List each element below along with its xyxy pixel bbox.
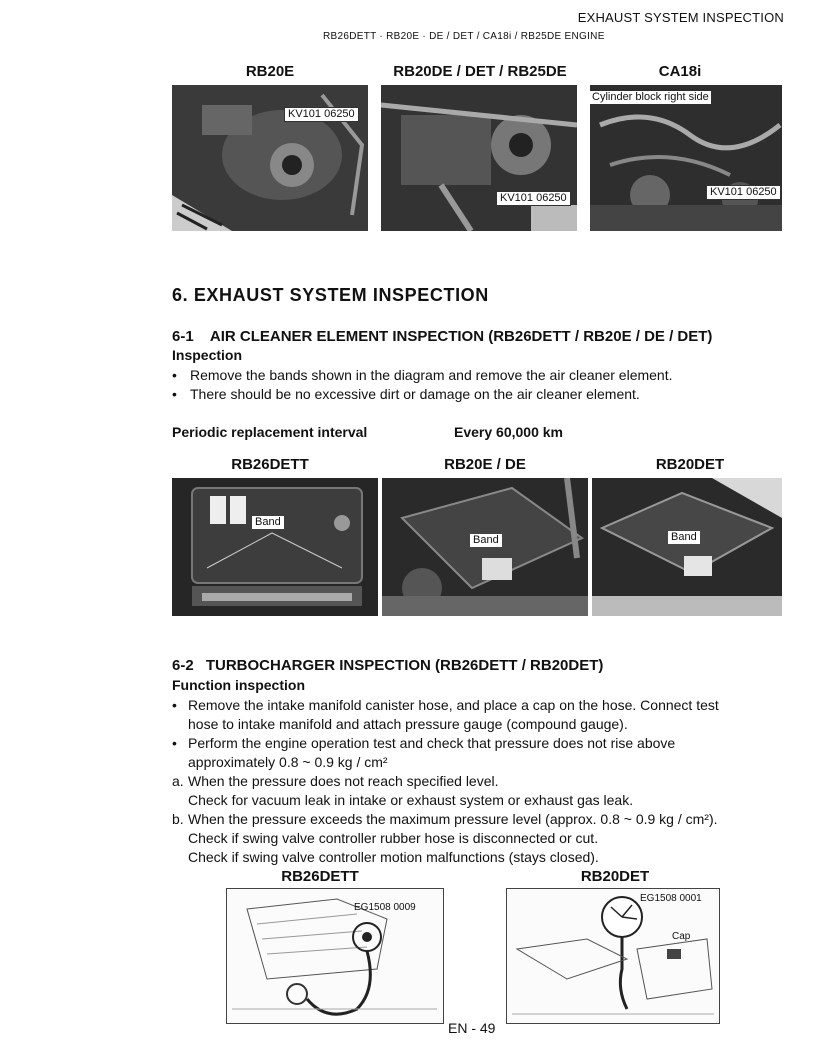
photo-air-cleaner-rb20det — [592, 478, 782, 616]
photo-air-cleaner-rb20e-de — [382, 478, 588, 616]
photo-caption-rb26dett: RB26DETT — [231, 456, 309, 473]
page-number: EN - 49 — [448, 1020, 496, 1036]
bullet-text-continued: hose to intake manifold and attach pressure gauge (compound gauge). — [188, 716, 628, 732]
bullet-marker: • — [172, 367, 177, 383]
subsection-6-1-heading: Inspection — [172, 347, 243, 363]
item-a-text-continued: Check for vacuum leak in intake or exhaust system or exhaust gas leak. — [188, 792, 634, 808]
photo-label-cylinder-block: Cylinder block right side — [592, 91, 709, 103]
subsection-title-text: TURBOCHARGER INSPECTION (RB26DETT / RB20DET) — [205, 657, 604, 674]
bullet-text: Remove the bands shown in the diagram and remove the air cleaner element. — [190, 367, 673, 383]
bullet-text-continued: approximately 0.8 ~ 0.9 kg / cm² — [188, 754, 388, 770]
header-title: EXHAUST SYSTEM INSPECTION — [577, 10, 784, 25]
band-label: Band — [668, 531, 700, 544]
item-b-text-continued: Check if swing valve controller rubber hose is disconnected or cut. — [188, 830, 599, 846]
photo-caption-rb20e-de: RB20E / DE — [444, 456, 526, 473]
band-label: Band — [252, 516, 284, 529]
photo-caption-rb20det: RB20DET — [655, 456, 725, 473]
drawing-caption-rb20det: RB20DET — [580, 868, 650, 885]
cap-label: Cap — [672, 931, 691, 942]
photo-caption-rb20e: RB20E — [245, 63, 295, 80]
header-subtitle: RB26DETT · RB20E · DE / DET / CA18i / RB25DE ENGINE — [323, 31, 605, 42]
gauge-label: EG1508 0001 — [640, 893, 702, 904]
photo-caption-ca18i: CA18i — [658, 63, 702, 80]
bullet-marker: • — [172, 697, 177, 713]
photo-caption-rb20de: RB20DE / DET / RB25DE — [393, 63, 567, 80]
gauge-label: EG1508 0009 — [354, 902, 416, 913]
subsection-6-2-heading: Function inspection — [172, 677, 305, 693]
band-label: Band — [470, 534, 502, 547]
interval-value: Every 60,000 km — [454, 424, 563, 440]
item-b-text: When the pressure exceeds the maximum pressure level (approx. 0.8 ~ 0.9 kg / cm²). — [188, 811, 718, 827]
photo-label-kv101: KV101 06250 — [496, 191, 571, 206]
bullet-text: Perform the engine operation test and check that pressure does not rise above — [188, 735, 676, 751]
subsection-number: 6-2 — [172, 657, 194, 674]
subsection-number: 6-1 — [172, 328, 194, 345]
interval-label: Periodic replacement interval — [172, 424, 368, 440]
photo-ca18i — [590, 85, 782, 231]
photo-rb20e — [172, 85, 368, 231]
subsection-title-text: AIR CLEANER ELEMENT INSPECTION (RB26DETT / RB20E / DE / DET) — [209, 328, 713, 345]
item-b-text-continued: Check if swing valve controller motion malfunctions (stays closed). — [188, 849, 599, 865]
drawing-gauge-rb20det — [506, 888, 720, 1024]
drawing-gauge-rb26dett — [226, 888, 444, 1024]
section-title — [172, 285, 489, 306]
bullet-marker: • — [172, 386, 177, 402]
subsection-6-1-title — [172, 328, 712, 345]
photo-air-cleaner-rb26dett — [172, 478, 378, 616]
photo-rb20de — [381, 85, 577, 231]
section-title-text: EXHAUST SYSTEM INSPECTION — [193, 285, 489, 305]
item-a-text: When the pressure does not reach specified level. — [188, 773, 499, 789]
section-number: 6. — [172, 285, 189, 305]
item-b-marker: b. — [172, 811, 184, 827]
subsection-6-2-title — [172, 657, 603, 674]
drawing-caption-rb26dett: RB26DETT — [281, 868, 359, 885]
bullet-marker: • — [172, 735, 177, 751]
photo-label-kv101: KV101 06250 — [706, 185, 781, 200]
item-a-marker: a. — [172, 773, 184, 789]
bullet-text: Remove the intake manifold canister hose, and place a cap on the hose. Connect test — [188, 697, 719, 713]
bullet-text: There should be no excessive dirt or damage on the air cleaner element. — [190, 386, 640, 402]
photo-label-kv101: KV101 06250 — [284, 107, 359, 122]
